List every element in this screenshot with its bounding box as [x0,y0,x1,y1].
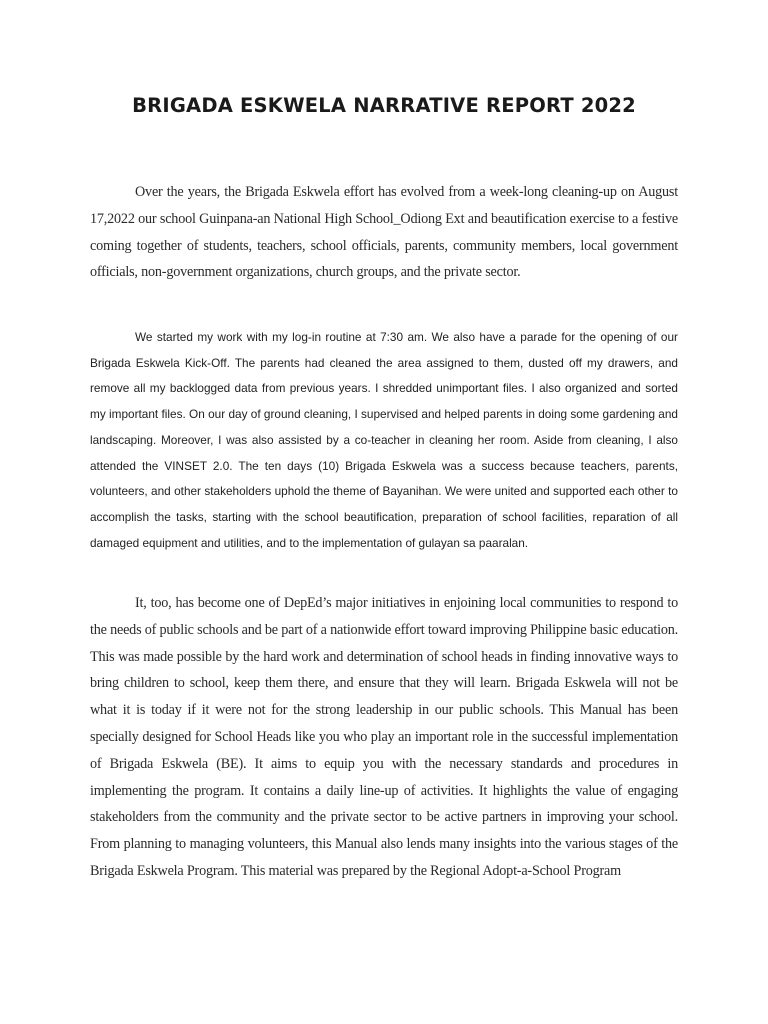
paragraph-intro: Over the years, the Brigada Eskwela effort has evolved from a week-long cleaning-up on August 17,2022 our school Guinpana-an National High School_Odiong Ext and beautification exercise to a festive coming together of students, teachers, school officials, parents, community members, local government officials, non-government organizations, church groups, and the private sector. [90,184,678,281]
paragraph-deped-initiative: It, too, has become one of DepEd’s major initiatives in enjoining local communities to respond to the needs of public schools and be part of a nationwide effort toward improving Philippine basic education. This was made possible by the hard work and determination of school heads in finding innovative ways to bring children to school, keep them there, and ensure that they will learn. Brigada Eskwela will not be what it is today if it were not for the strong leadership in our public schools. This Manual has been specially designed for School Heads like you who play an important role in the successful implementation of Brigada Eskwela (BE). It aims to equip you with the necessary standards and procedures in implementing the program. It contains a daily line-up of activities. It highlights the value of engaging stakeholders from the community and the private sector to be active partners in improving your school. From planning to managing volunteers, this Manual also lends many insights into the various stages of the Brigada Eskwela Program. This material was prepared by the Regional Adopt-a-School Program [90,595,678,879]
document-title: BRIGADA ESKWELA NARRATIVE REPORT 2022 [132,94,636,117]
paragraph-activities: We started my work with my log-in routine at 7:30 am. We also have a parade for the opening of our Brigada Eskwela Kick-Off. The parents had cleaned the area assigned to them, dusted off my drawers, and remove all my backlogged data from previous years. I shredded unimportant files. I also organized and sorted my important files. On our day of ground cleaning, I supervised and helped parents in doing some gardening and landscaping. Moreover, I was also assisted by a co-teacher in cleaning her room. Aside from cleaning, I also attended the VINSET 2.0. The ten days (10) Brigada Eskwela was a success because teachers, parents, volunteers, and other stakeholders uphold the theme of Bayanihan. We were united and supported each other to accomplish the tasks, starting with the school beautification, preparation of school facilities, reparation of all damaged equipment and utilities, and to the implementation of gulayan sa paaralan. [90,330,678,550]
